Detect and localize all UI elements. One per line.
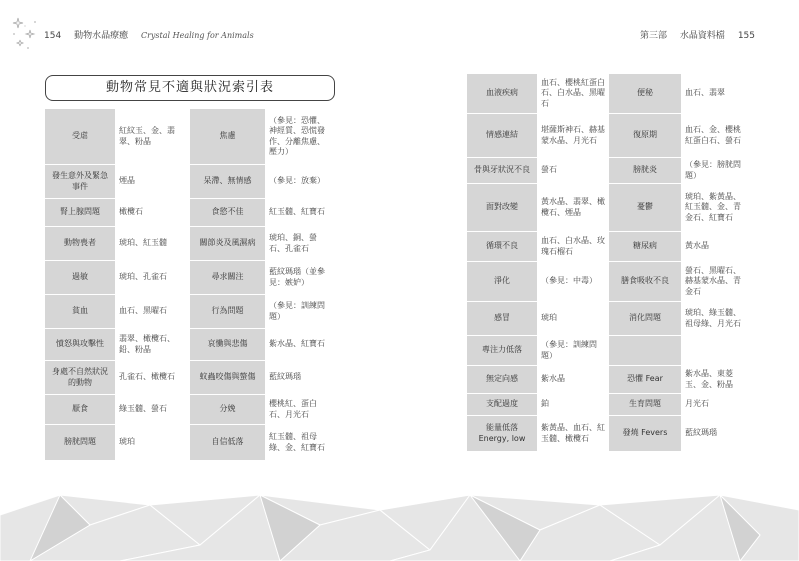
condition-cell: 貧血 [45,295,115,329]
condition-cell: 血液疾病 [467,74,537,114]
crystals-cell: 紅玉髓、祖母綠、金、紅寶石 [265,425,333,461]
crystals-cell: 黃水晶、翡翠、橄欖石、煙晶 [537,184,609,232]
table-row [467,262,751,302]
crystals-cell: 紫水晶 [537,366,609,394]
table-row [467,74,751,114]
crystals-cell: 螢石、黑曜石、赫基蒙水晶、青金石 [681,262,751,302]
crystals-cell: 煙晶 [115,165,190,199]
condition-cell: 感冒 [467,302,537,336]
condition-cell: 糖尿病 [609,232,681,262]
crystals-cell: 紅玉髓、紅寶石 [265,199,333,227]
condition-cell: 焦慮 [190,109,265,165]
condition-cell: 動物喪者 [45,227,115,261]
condition-cell: 膳食吸收不良 [609,262,681,302]
condition-cell: 受虐 [45,109,115,165]
crystals-cell: 藍紋瑪瑙 [681,416,751,452]
crystals-cell: 月光石 [681,394,751,416]
right-index-table [467,73,751,452]
crystals-cell: 血石、黑曜石 [115,295,190,329]
condition-cell: 過敏 [45,261,115,295]
crystals-cell: 琥珀、紫黃晶、紅玉髓、金、青金石、紅寶石 [681,184,751,232]
table-row [45,329,333,361]
condition-cell: 厭食 [45,395,115,425]
condition-cell: 哀慟與悲傷 [190,329,265,361]
condition-cell: 情感連結 [467,114,537,158]
crystals-cell: 櫻桃紅、蛋白石、月光石 [265,395,333,425]
sparkle-decoration-icon [8,14,40,54]
condition-cell: 膀胱炎 [609,158,681,184]
crystals-cell: 孔雀石、橄欖石 [115,361,190,395]
condition-cell: 支配過度 [467,394,537,416]
page-number-left: 154 [44,31,62,41]
condition-cell: 消化問題 [609,302,681,336]
crystals-cell: （參見：訓練問題） [537,336,609,366]
crystals-cell: 堪薩斯神石、赫基蒙水晶、月光石 [537,114,609,158]
table-row [45,295,333,329]
condition-cell: 食慾不佳 [190,199,265,227]
crystals-cell: （參見：放棄） [265,165,333,199]
left-index-table [45,108,333,461]
crystals-cell: 藍紋瑪瑙（並參見：嫉妒） [265,261,333,295]
condition-cell [609,336,681,366]
crystals-cell: 紫水晶、紅寶石 [265,329,333,361]
table-row [467,114,751,158]
table-row [45,261,333,295]
crystals-cell: 翡翠、橄欖石、鉛、粉晶 [115,329,190,361]
condition-cell: 蚊蟲咬傷與螫傷 [190,361,265,395]
book-title-en: Crystal Healing for Animals [140,31,254,40]
crystals-cell: （參見：膀胱問題） [681,158,751,184]
table-row [45,165,333,199]
geometric-decoration-icon [0,495,799,561]
condition-cell: 專注力低落 [467,336,537,366]
header-right [630,28,755,41]
section-label: 水晶資料檔 [679,31,725,41]
crystals-cell: 鉑 [537,394,609,416]
table-row [467,302,751,336]
crystals-cell: 紅紋玉、金、翡翠、粉晶 [115,109,190,165]
condition-cell: 膀胱問題 [45,425,115,461]
table-row [45,109,333,165]
condition-cell: 憤怒與攻擊性 [45,329,115,361]
condition-cell: 發生意外及緊急事件 [45,165,115,199]
condition-cell: 腎上腺問題 [45,199,115,227]
crystals-cell: 琥珀 [537,302,609,336]
crystals-cell: 橄欖石 [115,199,190,227]
condition-cell: 生育問題 [609,394,681,416]
condition-cell: 憂鬱 [609,184,681,232]
condition-cell: 循環不良 [467,232,537,262]
table-row [467,366,751,394]
condition-cell: 尋求關注 [190,261,265,295]
crystals-cell: 藍紋瑪瑙 [265,361,333,395]
table-row [45,199,333,227]
condition-cell: 發燒 Fevers [609,416,681,452]
condition-cell: 骨與牙狀況不良 [467,158,537,184]
table-row [467,416,751,452]
index-title: 動物常見不適與狀況索引表 [45,75,335,101]
crystals-cell: 血石、金、櫻桃紅蛋白石、螢石 [681,114,751,158]
book-title-zh: 動物水晶療癒 [74,31,129,41]
table-row [45,425,333,461]
table-row [467,394,751,416]
condition-cell: 便秘 [609,74,681,114]
crystals-cell: 紫黃晶、血石、紅玉髓、橄欖石 [537,416,609,452]
condition-cell: 分娩 [190,395,265,425]
table-row [45,361,333,395]
crystals-cell [681,336,751,366]
crystals-cell: 琥珀、孔雀石 [115,261,190,295]
table-row [45,227,333,261]
condition-cell: 無定向感 [467,366,537,394]
condition-cell: 面對改變 [467,184,537,232]
crystals-cell: 琥珀、紅玉髓 [115,227,190,261]
condition-cell: 復原期 [609,114,681,158]
crystals-cell: 琥珀 [115,425,190,461]
header-left [44,28,264,41]
crystals-cell: 琥珀、綠玉髓、祖母綠、月光石 [681,302,751,336]
condition-cell: 行為問題 [190,295,265,329]
crystals-cell: 琥珀、銅、螢石、孔雀石 [265,227,333,261]
crystals-cell: 血石、翡翠 [681,74,751,114]
condition-cell: 恐懼 Fear [609,366,681,394]
condition-cell: 自信低落 [190,425,265,461]
table-row [467,336,751,366]
crystals-cell: 血石、櫻桃紅蛋白石、白水晶、黑曜石 [537,74,609,114]
condition-cell: 能量低落 Energy, low [467,416,537,452]
condition-cell: 關節炎及風濕病 [190,227,265,261]
condition-cell: 呆滯、無情感 [190,165,265,199]
crystals-cell: （參見：訓練問題） [265,295,333,329]
condition-cell: 身處不自然狀況的動物 [45,361,115,395]
table-row [45,395,333,425]
table-row [467,232,751,262]
page-number-right: 155 [737,31,755,41]
crystals-cell: 血石、白水晶、玫瑰石榴石 [537,232,609,262]
crystals-cell: （參見：恐懼、神經質、恐慌發作、分離焦慮、壓力） [265,109,333,165]
part-label: 第三部 [640,31,668,41]
crystals-cell: 黃水晶 [681,232,751,262]
crystals-cell: 紫水晶、東菱玉、金、粉晶 [681,366,751,394]
crystals-cell: 螢石 [537,158,609,184]
crystals-cell: （參見：中毒） [537,262,609,302]
condition-cell: 淨化 [467,262,537,302]
table-row [467,158,751,184]
crystals-cell: 綠玉髓、螢石 [115,395,190,425]
table-row [467,184,751,232]
